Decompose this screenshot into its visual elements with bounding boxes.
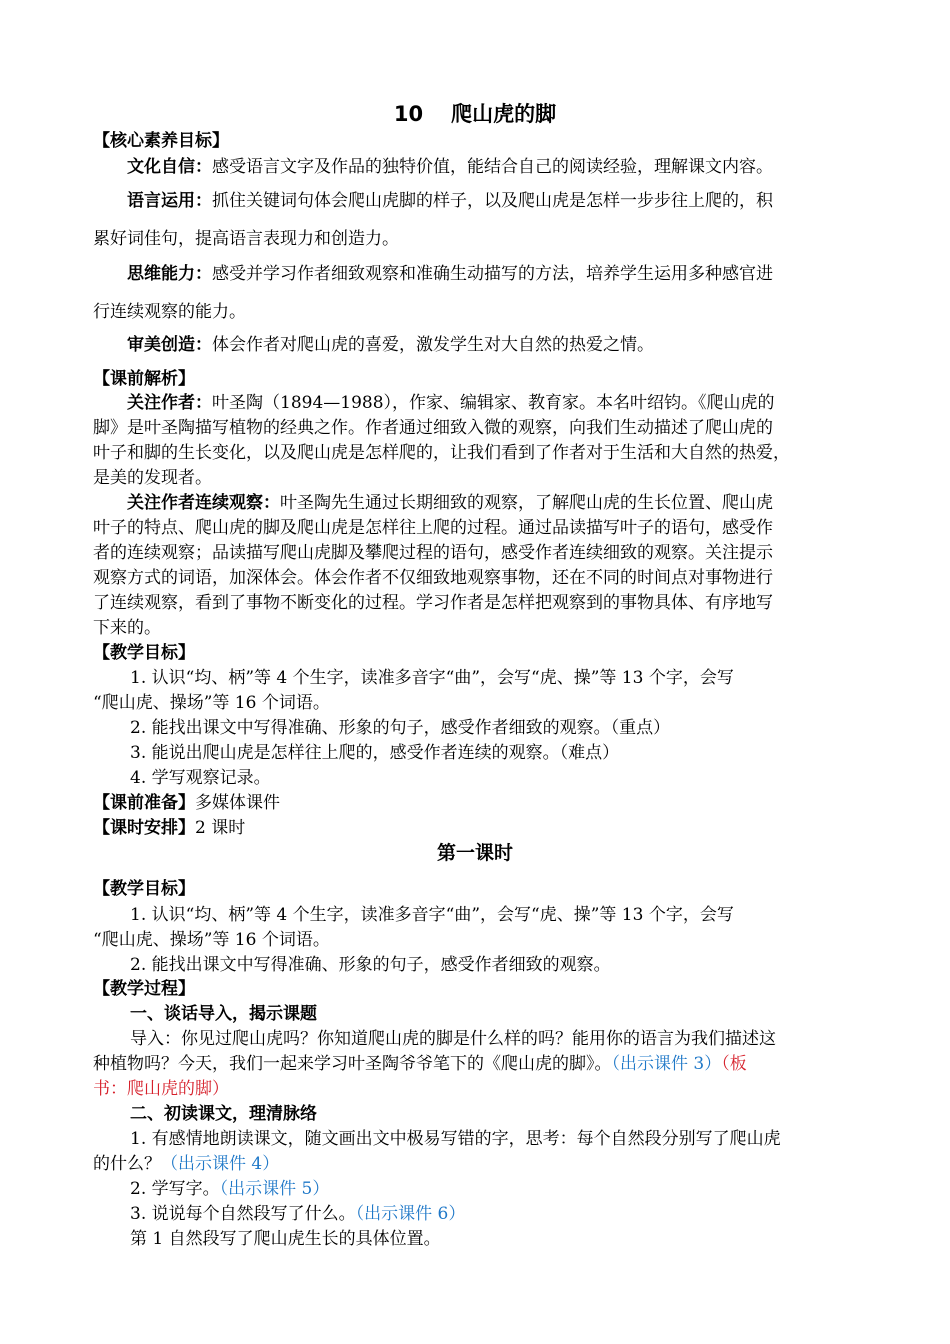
lesson-title-text: 爬山虎的脚	[451, 102, 557, 126]
step-2-item-2: 2. 学写字。（出示课件 5）	[130, 1179, 330, 1199]
core-culture-line: 文化自信：感受语言文字及作品的独特价值，能结合自己的阅读经验，理解课文内容。	[127, 157, 773, 177]
analysis-observe-line-1: 关注作者连续观察：叶圣陶先生通过长期细致的观察，了解爬山虎的生长位置、爬山虎	[127, 493, 773, 513]
step-2-title: 二、初读课文，理清脉络	[130, 1104, 317, 1124]
lesson1-title: 第一课时	[436, 842, 513, 864]
analysis-observe-line-3: 者的连续观察；品读描写爬山虎脚及攀爬过程的语句，感受作者连续细致的观察。关注提示	[93, 543, 773, 563]
lesson1-goal-2: 2. 能找出课文中写得准确、形象的句子，感受作者细致的观察。	[130, 955, 611, 975]
step-2-item-3: 3. 说说每个自然段写了什么。（出示课件 6）	[130, 1204, 466, 1224]
goals-heading: 【教学目标】	[93, 643, 195, 663]
core-thinking-line: 思维能力：感受并学习作者细致观察和准确生动描写的方法，培养学生运用多种感官进	[127, 264, 773, 284]
analysis-author-line-4: 是美的发现者。	[93, 468, 212, 488]
goal-1-line-2: “爬山虎、操场”等 16 个词语。	[93, 693, 330, 713]
goal-4: 4. 学写观察记录。	[130, 768, 271, 788]
lesson1-goals-heading: 【教学目标】	[93, 879, 195, 899]
core-thinking-line-2: 行连续观察的能力。	[93, 302, 246, 322]
analysis-heading: 【课前解析】	[93, 369, 195, 389]
core-goals-heading: 【核心素养目标】	[93, 131, 229, 151]
core-aesthetic-line: 审美创造：体会作者对爬山虎的喜爱，激发学生对大自然的热爱之情。	[127, 335, 654, 355]
analysis-observe-line-5: 了连续观察，看到了事物不断变化的过程。学习作者是怎样把观察到的事物具体、有序地写	[93, 593, 773, 613]
step-2-item-1-line-2: 的什么？（出示课件 4）	[93, 1154, 280, 1174]
lesson1-goal-1-line-2: “爬山虎、操场”等 16 个词语。	[93, 930, 330, 950]
step-1-line-1: 导入：你见过爬山虎吗？你知道爬山虎的脚是什么样的吗？能用你的语言为我们描述这	[130, 1029, 776, 1049]
lesson1-goal-1-line-1: 1. 认识“均、柄”等 4 个生字，读准多音字“曲”，会写“虎、操”等 13 个字，会写	[130, 905, 734, 925]
courseware-ref: （出示课件 3）	[611, 1054, 722, 1074]
lesson-title	[0, 98, 950, 128]
courseware-ref: （出示课件 4）	[161, 1154, 280, 1174]
analysis-author-line-1: 关注作者：叶圣陶（1894—1988），作家、编辑家、教育家。本名叶绍钧。《爬山虎的	[127, 393, 775, 413]
core-language-line: 语言运用：抓住关键词句体会爬山虎脚的样子，以及爬山虎是怎样一步步往上爬的，积	[127, 191, 773, 211]
step-2-para-1: 第 1 自然段写了爬山虎生长的具体位置。	[130, 1229, 441, 1249]
goal-2: 2. 能找出课文中写得准确、形象的句子，感受作者细致的观察。（重点）	[130, 718, 671, 738]
courseware-ref: （出示课件 6）	[355, 1204, 466, 1224]
analysis-observe-line-6: 下来的。	[93, 618, 161, 638]
courseware-ref: （出示课件 5）	[219, 1179, 330, 1199]
core-language-line-2: 累好词佳句，提高语言表现力和创造力。	[93, 229, 399, 249]
lesson-number: 10	[393, 102, 424, 126]
process-heading: 【教学过程】	[93, 979, 195, 999]
analysis-observe-line-4: 观察方式的词语，加深体会。体会作者不仅细致地观察事物，还在不同的时间点对事物进行	[93, 568, 773, 588]
step-2-item-1-line-1: 1. 有感情地朗读课文，随文画出文中极易写错的字，思考：每个自然段分别写了爬山虎	[130, 1129, 781, 1149]
step-1-title: 一、谈话导入，揭示课题	[130, 1004, 317, 1024]
goal-3: 3. 能说出爬山虎是怎样往上爬的，感受作者连续的观察。（难点）	[130, 743, 620, 763]
schedule-line: 【课时安排】2 课时	[93, 818, 246, 838]
step-1-board-note: 书：爬山虎的脚）	[93, 1079, 229, 1099]
goal-1-line-1: 1. 认识“均、柄”等 4 个生字，读准多音字“曲”，会写“虎、操”等 13 个字，会写	[130, 668, 734, 688]
prep-line: 【课前准备】多媒体课件	[93, 793, 280, 813]
step-1-line-2: 种植物吗？今天，我们一起来学习叶圣陶爷爷笔下的《爬山虎的脚》。（出示课件 3）（板	[93, 1054, 747, 1074]
analysis-author-line-3: 叶子和脚的生长变化，以及爬山虎是怎样爬的，让我们看到了作者对于生活和大自然的热爱，	[93, 443, 790, 463]
analysis-observe-line-2: 叶子的特点、爬山虎的脚及爬山虎是怎样往上爬的过程。通过品读描写叶子的语句，感受作	[93, 518, 773, 538]
analysis-author-line-2: 脚》是叶圣陶描写植物的经典之作。作者通过细致入微的观察，向我们生动描述了爬山虎的	[93, 418, 773, 438]
board-note: （板	[721, 1054, 747, 1074]
